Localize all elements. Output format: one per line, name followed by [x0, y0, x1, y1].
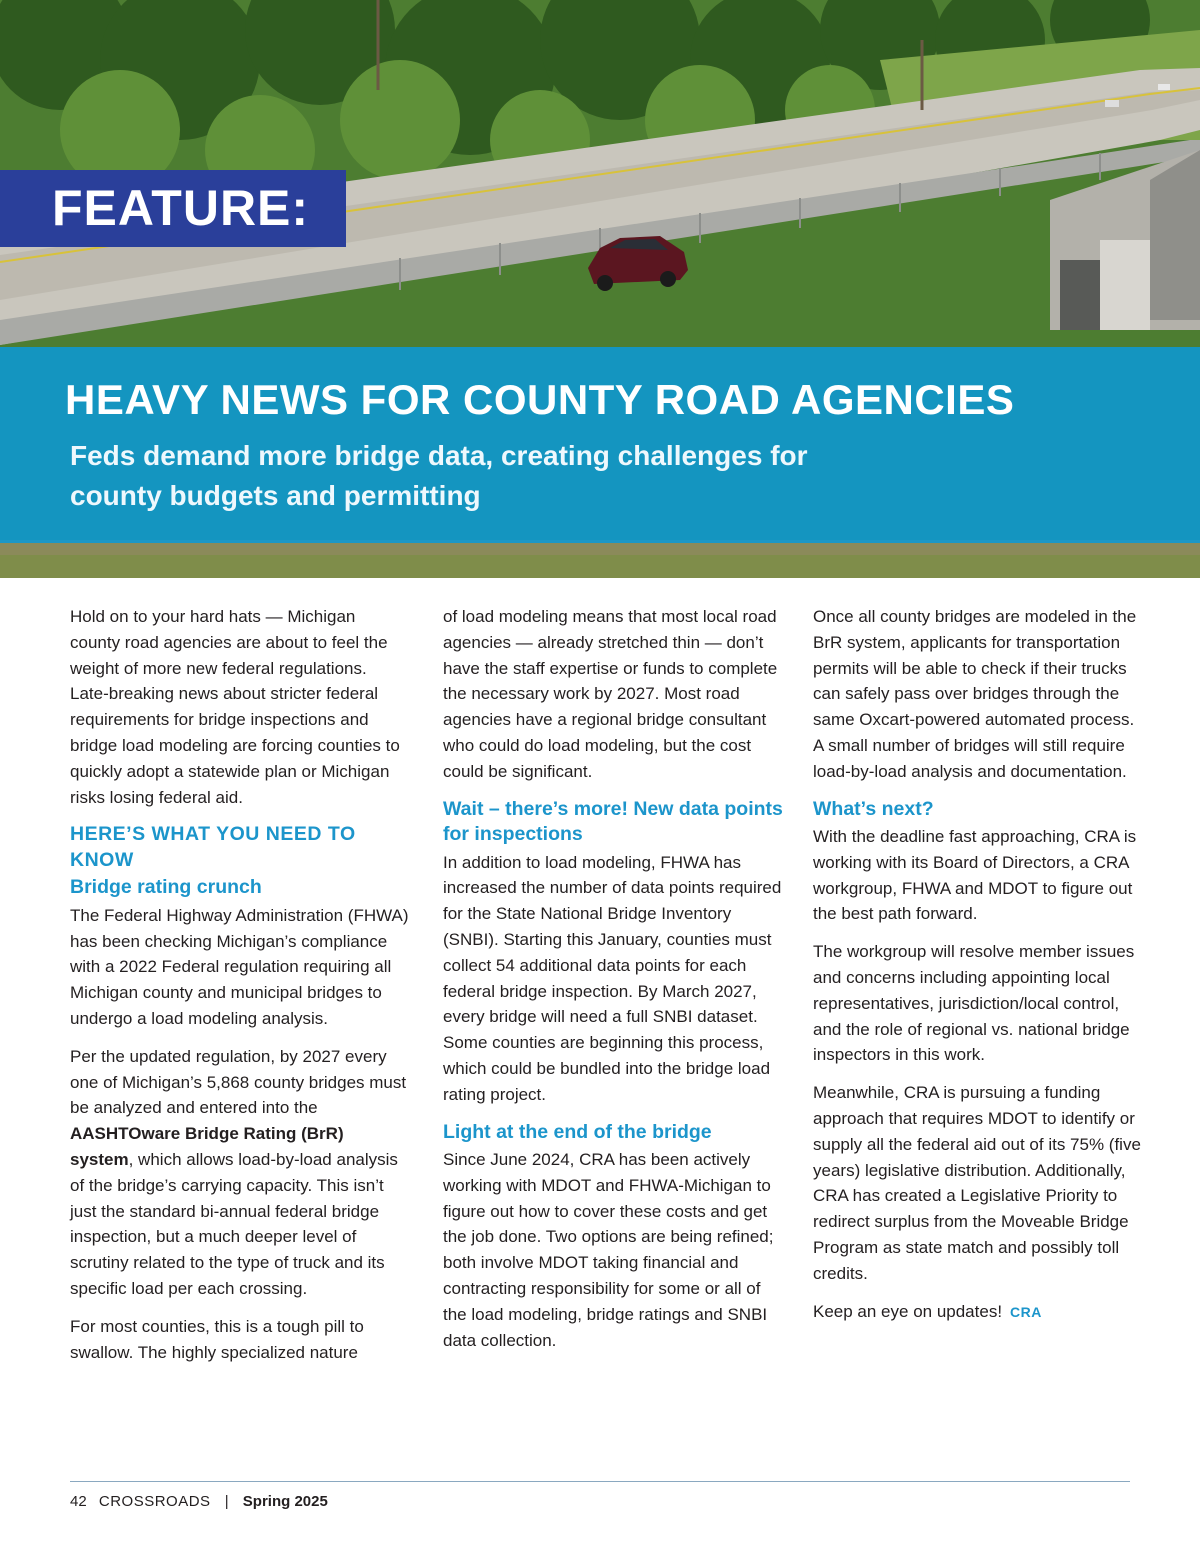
heading-light-at-end: Light at the end of the bridge — [443, 1120, 712, 1143]
paragraph-fhwa-compliance: The Federal Highway Administration (FHWA) has been checking Michigan’s compliance with a 2022 Federal regulation requiring all Michigan county and municipal bridges to undergo a load modeling analysis. — [70, 905, 409, 1029]
article-headline: HEAVY NEWS FOR COUNTY ROAD AGENCIES — [65, 376, 1015, 423]
text-segment: Per the updated regulation, by 2027 every one of Michigan’s 5,868 county bridges must be analyzed and entered into the — [70, 1046, 407, 1118]
text-segment: , which allows load-by-load analysis of the bridge’s carrying capacity. This isn’t just the standard bi-annual federal bridge inspection, but a much deeper level of scrutiny related to the type of truck and its specific load per each crossing. — [70, 1150, 398, 1299]
heading-whats-next: What’s next? — [813, 797, 934, 820]
feature-tag: FEATURE: — [0, 170, 346, 247]
page-number: 42 — [70, 1493, 87, 1510]
column-3 — [813, 604, 1143, 1337]
paragraph-keep-an-eye — [813, 1299, 1143, 1326]
paragraph-load-modeling: of load modeling means that most local road agencies — already stretched thin — don’t have the staff expertise or funds to complete the necessary work by 2027. Most road agencies have a regional bridge consultant who could do load modeling, but the cost could be significant. — [443, 607, 778, 781]
page-footer — [70, 1493, 328, 1510]
cra-end-mark: CRA — [1010, 1303, 1042, 1320]
column-2 — [443, 604, 783, 1365]
publication-name: CROSSROADS — [98, 1493, 211, 1510]
intro-paragraph: Hold on to your hard hats — Michigan county road agencies are about to feel the weight of more new federal regulations. Late-breaking news about stricter federal requirements for bridge inspections and bridge load modeling are forcing counties to quickly adopt a statewide plan or Michigan risks losing federal aid. — [70, 607, 400, 807]
article-subhead: Feds demand more bridge data, creating challenges for county budgets and permitting — [70, 440, 808, 511]
heading-need-to-know: HERE’S WHAT YOU NEED TO KNOW — [70, 823, 356, 871]
footer-rule — [70, 1481, 1130, 1482]
heading-bridge-rating-crunch: Bridge rating crunch — [70, 876, 262, 899]
paragraph-deadline: With the deadline fast approaching, CRA is working with its Board of Directors, a CRA workgroup, FHWA and MDOT to figure out the best path forward. — [813, 827, 1137, 924]
paragraph-snbi: In addition to load modeling, FHWA has increased the number of data points required for the State National Bridge Inventory (SNBI). Starting this January, counties must collect 54 additional data points for each federal bridge inspection. By March 2027, every bridge will need a full SNBI dataset. Some counties are beginning this process, which could be bundled into the bridge load rating project. — [443, 852, 782, 1104]
paragraph-funding: Meanwhile, CRA is pursuing a funding approach that requires MDOT to identify or supply all the federal aid out of its 75% (five years) legislative distribution. Additionally, CRA has created a Legislative Priority to redirect surplus from the Moveable Bridge Program as state match and possibly toll credits. — [813, 1083, 1141, 1283]
column-1 — [70, 604, 410, 1377]
brr-system-emphasis: AASHTOware Bridge Rating (BrR) system — [70, 1124, 344, 1170]
paragraph-updated-regulation — [70, 1044, 410, 1302]
paragraph-brr-modeled: Once all county bridges are modeled in the BrR system, applicants for transportation permits will be able to check if their trucks can safely pass over bridges through the same Oxcart-powered automated process. A small number of bridges will still require load-by-load analysis and documentation. — [813, 607, 1137, 781]
heading-new-data-points: Wait – there’s more! New data points for inspections — [443, 797, 783, 846]
text-segment: Keep an eye on updates! — [813, 1301, 1003, 1321]
paragraph-workgroup: The workgroup will resolve member issues and concerns including appointing local representatives, jurisdiction/local control, and the role of regional vs. national bridge inspectors in this work. — [813, 942, 1135, 1065]
paragraph-tough-pill: For most counties, this is a tough pill to swallow. The highly specialized nature — [70, 1316, 364, 1362]
paragraph-cra-mdot: Since June 2024, CRA has been actively working with MDOT and FHWA-Michigan to figure out how to cover these costs and get the job done. Two options are being refined; both involve MDOT taking financial and contracting responsibility for some or all of the load modeling, bridge ratings and SNBI data collection. — [443, 1150, 774, 1350]
issue-season: Spring 2025 — [242, 1493, 328, 1510]
footer-separator: | — [224, 1493, 229, 1510]
